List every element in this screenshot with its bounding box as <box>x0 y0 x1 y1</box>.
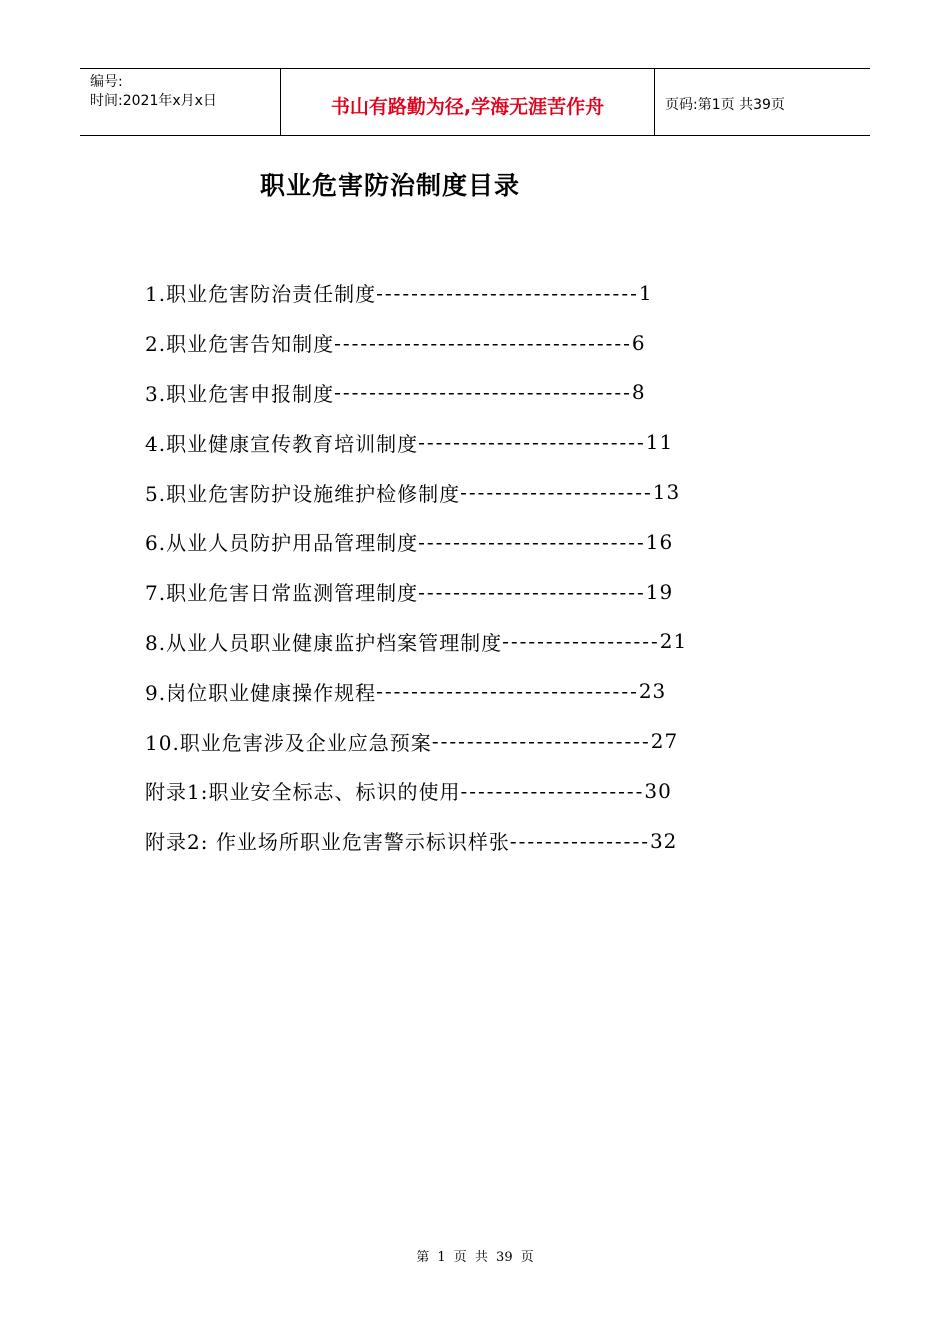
toc-entry-leader: ---------------------------------- <box>334 380 632 405</box>
toc-entry-leader: ---------------- <box>509 828 650 853</box>
toc-entry-title: 10.职业危害涉及企业应急预案 <box>145 730 432 755</box>
toc-entry[interactable] <box>145 467 795 517</box>
toc-entry[interactable] <box>145 368 795 418</box>
page-footer: 第 1 页 共 39 页 <box>416 1250 534 1265</box>
toc-entry-title: 7.职业危害日常监测管理制度 <box>145 581 419 606</box>
toc-entry-leader: ------------------------- <box>431 729 651 754</box>
header-motto: 书山有路勤为径,学海无涯苦作舟 <box>280 69 655 135</box>
toc-entry-title: 附录2: 作业场所职业危害警示标识样张 <box>145 830 510 855</box>
toc-entry-title: 8.从业人员职业健康监护档案管理制度 <box>145 630 503 655</box>
toc-entry-page-number: 11 <box>645 430 674 455</box>
document-title: 职业危害防治制度目录 <box>260 171 521 200</box>
toc-entry[interactable] <box>145 268 795 318</box>
toc-entry-page-number: 21 <box>659 629 688 654</box>
toc-entry[interactable] <box>145 716 795 766</box>
toc-entry-page-number: 8 <box>631 380 646 405</box>
toc-entry[interactable] <box>145 766 795 816</box>
toc-entry-title: 1.职业危害防治责任制度 <box>145 282 377 307</box>
toc-entry-page-number: 23 <box>638 679 667 704</box>
toc-entry[interactable] <box>145 617 795 667</box>
toc-entry-leader: ---------------------- <box>460 480 653 505</box>
toc-entry-title: 5.职业危害防护设施维护检修制度 <box>145 481 461 506</box>
toc-entry-title: 2.职业危害告知制度 <box>145 332 335 357</box>
toc-entry-page-number: 16 <box>645 529 674 554</box>
toc-entry-title: 4.职业健康宣传教育培训制度 <box>145 431 419 456</box>
toc-entry[interactable] <box>145 567 795 617</box>
toc-entry[interactable] <box>145 417 795 467</box>
table-of-contents <box>145 268 795 866</box>
toc-entry-title: 附录1:职业安全标志、标识的使用 <box>145 780 461 805</box>
toc-entry-leader: --------------------- <box>460 778 645 803</box>
toc-entry-title: 6.从业人员防护用品管理制度 <box>145 531 419 556</box>
toc-entry-page-number: 32 <box>649 828 678 853</box>
toc-entry-leader: -------------------------- <box>418 529 646 554</box>
toc-entry-page-number: 6 <box>631 330 646 355</box>
toc-entry-leader: ------------------------------ <box>376 679 639 704</box>
toc-entry-page-number: 30 <box>644 778 672 803</box>
header-meta <box>80 69 280 135</box>
header-page-info: 页码:第1页 共39页 <box>665 97 785 113</box>
page-header <box>80 68 870 136</box>
toc-entry-page-number: 19 <box>645 579 674 604</box>
toc-entry-page-number: 27 <box>650 729 679 754</box>
toc-entry-title: 3.职业危害申报制度 <box>145 381 335 406</box>
toc-entry-title: 9.岗位职业健康操作规程 <box>145 680 377 705</box>
document-date-label: 时间:2021年x月x日 <box>90 93 217 109</box>
toc-entry[interactable] <box>145 666 795 716</box>
toc-entry[interactable] <box>145 517 795 567</box>
toc-entry-leader: ------------------------------ <box>376 280 639 305</box>
toc-entry[interactable] <box>145 318 795 368</box>
toc-entry-leader: ---------------------------------- <box>334 330 632 355</box>
toc-entry-page-number: 13 <box>652 480 681 505</box>
toc-entry-leader: -------------------------- <box>418 579 646 604</box>
document-number-label: 编号: <box>90 74 123 90</box>
toc-entry-leader: ------------------ <box>502 629 660 654</box>
toc-entry-leader: -------------------------- <box>418 430 646 455</box>
toc-entry-page-number: 1 <box>638 280 653 305</box>
toc-entry[interactable] <box>145 816 795 866</box>
